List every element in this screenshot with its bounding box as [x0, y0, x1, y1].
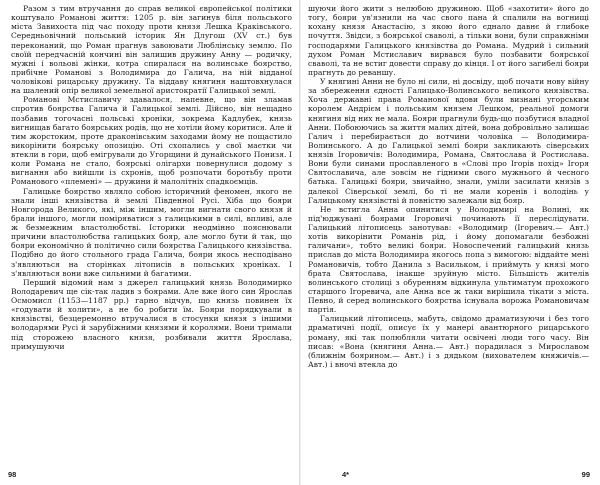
left-page-text — [11, 4, 292, 462]
printer-signature-mark: 4* — [342, 470, 350, 479]
paragraph: Романові Мстиславичу здавалося, напевне, що він зламав спротив боярства Галича й Галицької землі. Дійсно, він нещадно позбавив тогочасні польські хроніки, зокрема Кадлубек, князь вигнищав багато боярських родів, що не хотіли йому коритися. Але й тим жорстоким, проте драконівським заходами йому не пощастило викорінити боярську опозицію. Оті схопались у свої маєтки чи втекли в гори, щоб емігрували до Угорщини й дунайського Понизя. І коли Романа не стало, боярські олігархи повернулися додому з вигнання або вийшли із схронів, щоб розпочати боротьбу проти Романового «племені» — дружини й малолітніх спадкоємців. — [11, 95, 292, 187]
paragraph: Галицький літописець, мабуть, свідомо драматизуючи і без того драматичні події, описує їх у манері авантюрного рицарського роману, які так полюбляли читати освічені люди того часу. Він писав: «Вона (княгиня Анна.— Авт.) порадилася з Мирославом (ближнім боярином.— Авт.) і з дядьком (вихователем княжичів.— Авт.) і вночі втекла до — [308, 314, 589, 369]
right-page-text — [308, 4, 589, 462]
paragraph: Перший відомий нам з джерел галицький князь Володимирко Володаревич ще сік-так ладив з боярами. Але вже його син Ярослав Осмомисл (1153—1187 рр.) гарно відчув, що князь повинен їх «годувати й холити», а не бо робити їм. Бояри порядкували в князівстві, безцеремонно втручалися в стосунки князя з іншими володарями Русі й зарубіжними князями й королями. Вони тримали під сторожею власного князя, розбивали життя Ярослава, примушуючи — [11, 277, 292, 351]
page-number-right: 99 — [581, 470, 590, 479]
paragraph: Не встигла Анна опинитися у Володимирі на Волині, як під'юджувані боярами Ігоровичі починають її переслідувати. Галицький літописець занотував: «Володимир (Ігоревич.— Авт.) хотів викорінити Романів рід, і йому допомагали безбожні галичани», тобто великі бояри. Новоспечений галицький князь прислав до міста Володимира якогось попа з вимогою: віддайте мені Романовичів, тобто Данила з Васильком, і приймуть у князі мого брата Святослава, інакше зруйную місто. Більшість жителів волинського столиці з обуренням відкинула ультиматум прохожого старшого Ігоревича, але Анна все ж таки вирішила тікати з міста. Певно, й серед волинського боярства існувала ворожа Романовичам партія. — [308, 204, 589, 315]
paragraph: У княгині Анни не було ні сили, ні досвіду, щоб почати нову війну за збереження єдності Галицько-Волинського великого князівства. Хоча державні права Романової вдови були визнані угорським королем Андрієм і польським князем Лешком, реальної домоги княгиня від них не мала. Бояри прагнули будь-що позбутися владної Анни. Побоюючись за життя малих дітей, вона добровільно залишає Галич і перебирається до вотчини чоловіка — Володимира-Волинського. А до Галицької землі бояри закликають сіверських князів Ігоровичів: Володимира, Романа, Святослава й Ростислава. Вони були синами прославленого в «Слові про Ігорів похід» Ігоря Святославича, але зовсім не гідними свого мужнього й чесного батька. Галицькі бояри, звичайно, знали, уміли засилати князів з далекої Сіверської землі, бо ті не мали коренів і володінь у Галицькому князівстві й повністю залежали від бояр. — [308, 77, 589, 205]
paragraph: Галицьке боярство являло собою історичний феномен, якого не знали інші князівства й землі Південної Русі. Хіба що бояри Новгорода Великого, які, між іншим, могли вигнати свого князя й брали іншого, могли поміряватися з галицькими в силі, впливі, але ж безмежним властолюбстві. Історики неодмінно пояснювали причини властолюбства галицьких бояр, але могло бути й так, що бояри економічно й політично сили боярства Галицького князівства. Подібно до його стольного града Галича, бояри якось несподівано з'являються на сторінках літописів в польських хроніках. І з'являються вони вже сильними й багатими. — [11, 186, 292, 278]
paragraph: шуючи його жити з нелюбою дружиною. Щоб «захотити» його до тогу, бояри ув'язнили на час свого пана й спалили на вогнищі кохану князя Анастасію, з якою його єднало давнє й глибоке почуття. Звідси, з боярської сваволі, а тільки вони, були справжніми господарями Галицького князівства до Романа. Мудрий і сильний духом Роман Мстиславич вирвався було позбавити боярської сваволі, та не встиг довести справу до кінця. І от його загибелі бояри прагнуть до реваншу. — [308, 4, 589, 77]
paragraph: Разом з тим втручання до справ великої європейської політики коштувало Романові життя: 1205 р. він загинув біля польського міста Завихоста під час походу проти князя Лешка Краківського. Середньовічний польський історик Ян Длугош (XV ст.) був переконаний, що Роман прагнув завоювати Люблінську землю. По своїй передчасній кончині він залишив дружину Анну — родичку, мужні і вольові жінки, котра спиралася на волинське боярство, прибічне Романові з Володимира до Галича, на ній відданої чоловікові рицарську дружину. Та віддаву княгиня наштовхнулася на шалений опір великої земельної аристократії Галицької землі. — [11, 4, 292, 96]
page-number-left: 98 — [8, 470, 17, 479]
right-page — [300, 0, 600, 485]
